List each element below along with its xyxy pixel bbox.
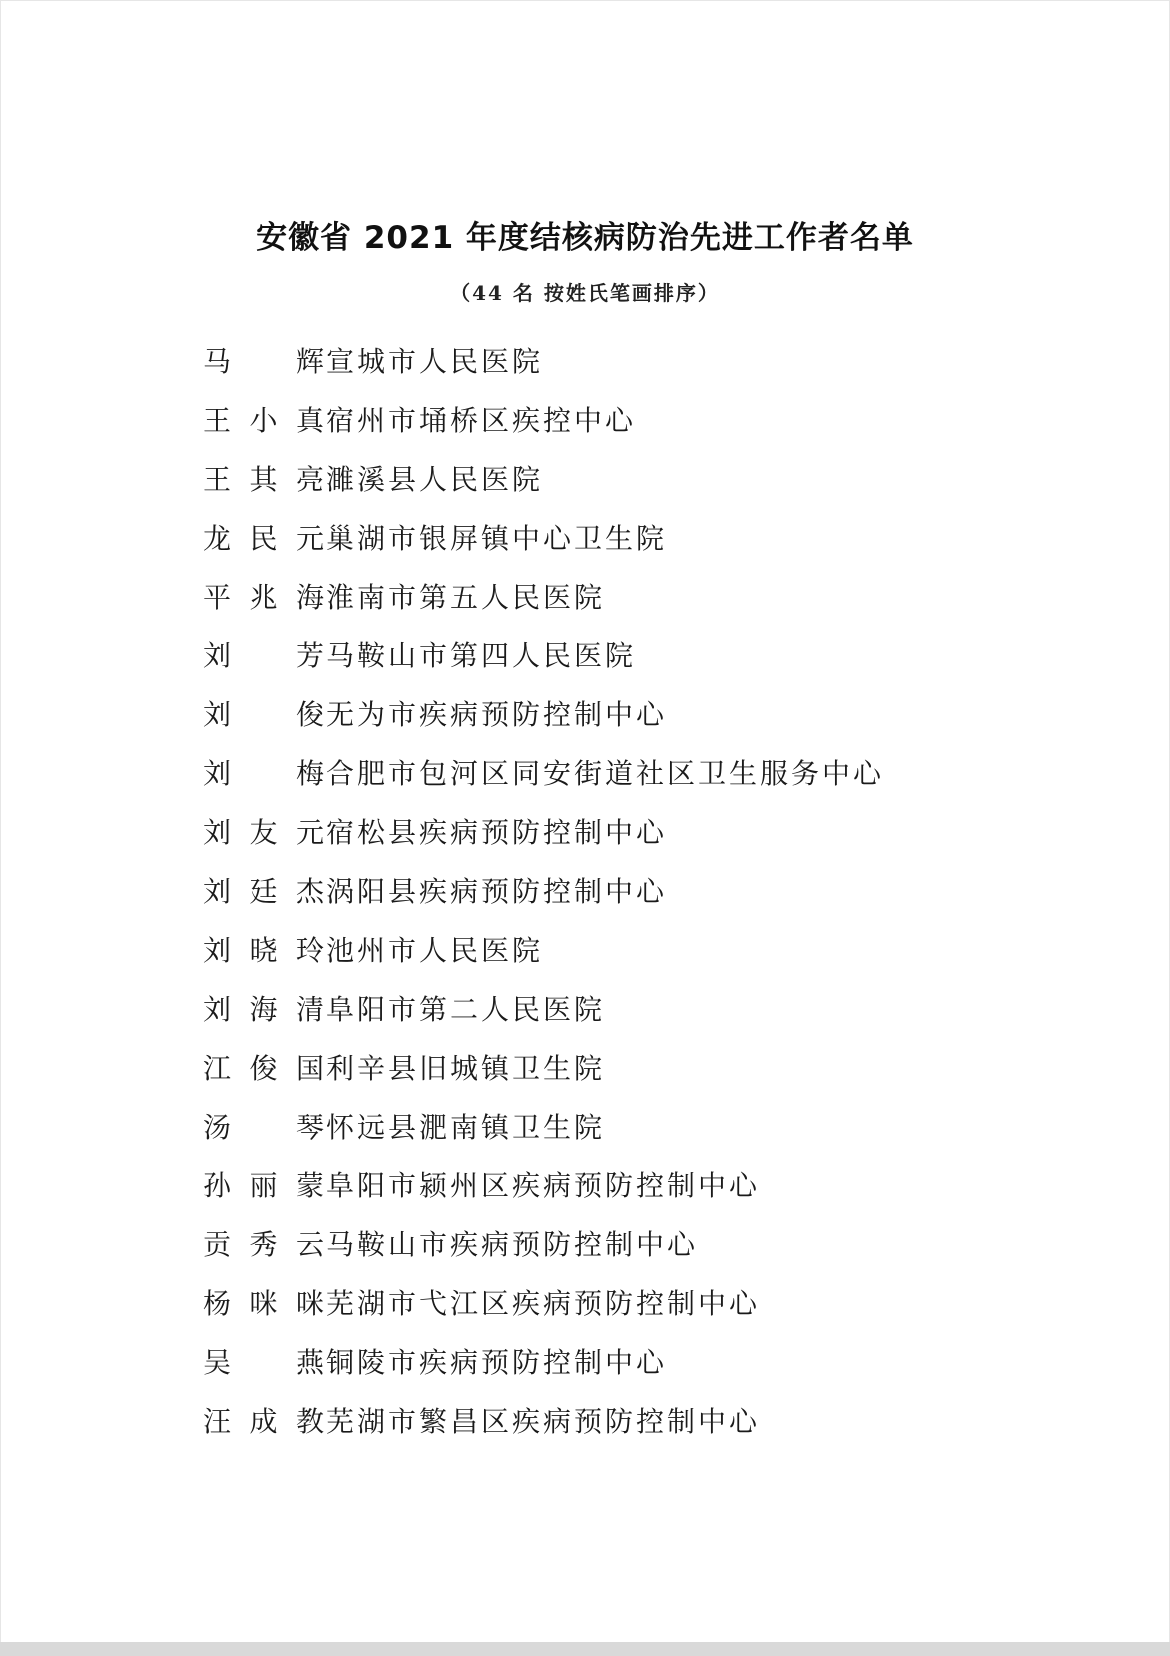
honoree-organization: 淮南市第五人民医院	[326, 580, 606, 614]
list-item	[203, 340, 884, 399]
honoree-name: 龙民元	[203, 521, 326, 555]
honoree-name: 刘 梅	[203, 757, 326, 791]
honoree-name: 江俊国	[203, 1051, 326, 1085]
honoree-name: 王其亮	[203, 462, 326, 496]
honoree-name: 汪成教	[203, 1405, 326, 1439]
document-title: 安徽省 2021 年度结核病防治先进工作者名单	[256, 220, 914, 256]
list-item	[203, 988, 884, 1047]
honoree-organization: 芜湖市繁昌区疾病预防控制中心	[326, 1405, 761, 1439]
honoree-organization: 合肥市包河区同安街道社区卫生服务中心	[326, 757, 885, 791]
honoree-name: 马 辉	[203, 345, 326, 378]
honoree-organization: 马鞍山市第四人民医院	[326, 639, 637, 673]
honoree-organization: 铜陵市疾病预防控制中心	[326, 1346, 668, 1380]
honoree-organization: 涡阳县疾病预防控制中心	[326, 875, 668, 909]
honoree-organization: 阜阳市颍州区疾病预防控制中心	[326, 1169, 761, 1203]
honoree-name: 王小真	[203, 403, 326, 437]
list-item	[203, 1164, 884, 1223]
honoree-organization: 怀远县淝南镇卫生院	[326, 1110, 606, 1144]
honoree-organization: 马鞍山市疾病预防控制中心	[326, 1228, 699, 1262]
honoree-name: 汤 琴	[203, 1110, 326, 1144]
honoree-organization: 宣城市人民医院	[326, 345, 544, 378]
honoree-organization: 池州市人民医院	[326, 933, 544, 967]
honoree-name: 杨咪咪	[203, 1287, 326, 1321]
honoree-name: 刘海清	[203, 992, 326, 1026]
honoree-list	[203, 340, 884, 1459]
honoree-name: 孙丽蒙	[203, 1169, 326, 1203]
list-item	[203, 1047, 884, 1106]
page-bottom-edge	[0, 1642, 1170, 1656]
list-item	[203, 1341, 884, 1400]
list-item	[203, 929, 884, 988]
honoree-organization: 阜阳市第二人民医院	[326, 992, 606, 1026]
honoree-organization: 宿州市埇桥区疾控中心	[326, 403, 637, 437]
honoree-name: 刘晓玲	[203, 933, 326, 967]
honoree-name: 刘友元	[203, 816, 326, 850]
honoree-organization: 宿松县疾病预防控制中心	[326, 816, 668, 850]
list-item	[203, 458, 884, 517]
list-item	[203, 517, 884, 576]
honoree-name: 刘廷杰	[203, 875, 326, 909]
list-item	[203, 1223, 884, 1282]
honoree-name: 刘 芳	[203, 639, 326, 673]
document-subtitle: （44 名 按姓氏笔画排序）	[450, 281, 720, 305]
list-item	[203, 1400, 884, 1459]
list-item	[203, 870, 884, 929]
list-item	[203, 752, 884, 811]
list-item	[203, 399, 884, 458]
list-item	[203, 1282, 884, 1341]
honoree-name: 贡秀云	[203, 1228, 326, 1262]
honoree-organization: 巢湖市银屏镇中心卫生院	[326, 521, 668, 555]
list-item	[203, 811, 884, 870]
honoree-organization: 无为市疾病预防控制中心	[326, 698, 668, 732]
list-item	[203, 1106, 884, 1165]
honoree-name: 平兆海	[203, 580, 326, 614]
honoree-organization: 利辛县旧城镇卫生院	[326, 1051, 606, 1085]
honoree-name: 吴 燕	[203, 1346, 326, 1380]
list-item	[203, 576, 884, 635]
honoree-organization: 芜湖市弋江区疾病预防控制中心	[326, 1287, 761, 1321]
list-item	[203, 634, 884, 693]
list-item	[203, 693, 884, 752]
honoree-name: 刘 俊	[203, 698, 326, 732]
honoree-organization: 濉溪县人民医院	[326, 462, 544, 496]
